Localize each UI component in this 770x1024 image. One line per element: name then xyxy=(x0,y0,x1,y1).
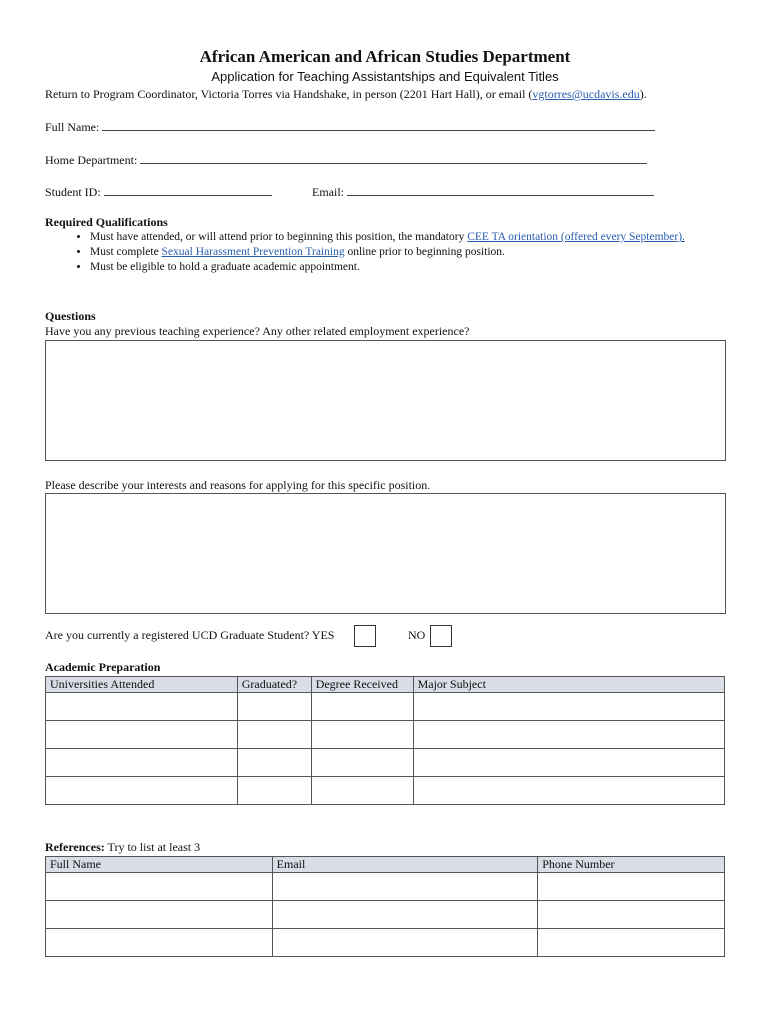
list-item xyxy=(90,230,740,245)
harassment-training-link[interactable]: Sexual Harassment Prevention Training xyxy=(161,246,345,258)
references-heading xyxy=(45,840,200,855)
full-name-label: Full Name: xyxy=(45,120,100,134)
email-label: Email: xyxy=(312,185,344,199)
cee-orientation-link[interactable]: CEE TA orientation (offered every September). xyxy=(467,231,685,243)
table-header-row xyxy=(46,677,725,693)
column-header: Phone Number xyxy=(538,857,725,873)
table-cell[interactable] xyxy=(46,929,273,957)
table-row xyxy=(46,873,725,901)
table-cell[interactable] xyxy=(311,721,413,749)
student-id-label: Student ID: xyxy=(45,185,101,199)
table-cell[interactable] xyxy=(538,873,725,901)
table-cell[interactable] xyxy=(311,749,413,777)
table-header-row xyxy=(46,857,725,873)
qualifications-heading: Required Qualifications xyxy=(45,215,168,229)
page-subtitle: Application for Teaching Assistantships and Equivalent Titles xyxy=(211,69,559,84)
table-cell[interactable] xyxy=(413,749,724,777)
coordinator-email-link[interactable]: vgtorres@ucdavis.edu xyxy=(532,87,640,101)
list-item xyxy=(90,260,740,275)
question-2-label: Please describe your interests and reasons for applying for this specific position. xyxy=(45,478,431,492)
table-cell[interactable] xyxy=(46,721,238,749)
table-cell[interactable] xyxy=(237,749,311,777)
table-cell[interactable] xyxy=(272,901,538,929)
table-row xyxy=(46,777,725,805)
column-header: Degree Received xyxy=(311,677,413,693)
references-heading-bold: References: xyxy=(45,840,105,854)
question-1-label: Have you any previous teaching experience? Any other related employment experience? xyxy=(45,324,470,338)
table-cell[interactable] xyxy=(46,873,273,901)
questions-heading: Questions xyxy=(45,309,96,323)
table-cell[interactable] xyxy=(413,777,724,805)
table-cell[interactable] xyxy=(413,693,724,721)
home-department-input[interactable] xyxy=(140,151,647,164)
academic-heading: Academic Preparation xyxy=(45,660,161,674)
graduate-student-question: Are you currently a registered UCD Graduate Student? YES xyxy=(45,628,335,642)
table-row xyxy=(46,929,725,957)
table-row xyxy=(46,693,725,721)
column-header: Major Subject xyxy=(413,677,724,693)
email-input[interactable] xyxy=(347,183,654,196)
qualification-text-end: online prior to beginning position. xyxy=(344,246,505,258)
page-title: African American and African Studies Department xyxy=(199,47,571,66)
table-cell[interactable] xyxy=(46,749,238,777)
table-cell[interactable] xyxy=(311,693,413,721)
full-name-field xyxy=(45,118,655,135)
qualification-text: Must have attended, or will attend prior to beginning this position, the mandatory xyxy=(90,231,468,243)
table-row xyxy=(46,721,725,749)
qualifications-list xyxy=(45,230,740,275)
question-2-answer-box[interactable] xyxy=(45,493,726,614)
question-1-answer-box[interactable] xyxy=(45,340,726,461)
full-name-input[interactable] xyxy=(102,118,655,131)
no-label: NO xyxy=(408,628,426,642)
references-heading-text: Try to list at least 3 xyxy=(104,840,201,854)
table-cell[interactable] xyxy=(237,777,311,805)
home-department-field xyxy=(45,151,647,168)
column-header: Graduated? xyxy=(237,677,311,693)
return-instructions-text: Return to Program Coordinator, Victoria Torres via Handshake, in person (2201 Hart Hall), or email ( xyxy=(45,87,533,101)
yes-checkbox[interactable] xyxy=(354,625,376,647)
table-cell[interactable] xyxy=(46,901,273,929)
list-item xyxy=(90,245,740,260)
return-instructions xyxy=(45,87,735,102)
column-header: Email xyxy=(272,857,538,873)
academic-table xyxy=(45,676,725,805)
table-cell[interactable] xyxy=(237,721,311,749)
column-header: Full Name xyxy=(46,857,273,873)
return-instructions-end: ). xyxy=(639,87,647,101)
student-id-field xyxy=(45,183,272,200)
table-cell[interactable] xyxy=(46,693,238,721)
student-id-input[interactable] xyxy=(104,183,272,196)
qualification-text: Must be eligible to hold a graduate academic appointment. xyxy=(90,261,360,273)
table-cell[interactable] xyxy=(538,901,725,929)
table-cell[interactable] xyxy=(311,777,413,805)
table-row xyxy=(46,749,725,777)
table-row xyxy=(46,901,725,929)
email-field xyxy=(312,183,654,200)
no-checkbox[interactable] xyxy=(430,625,452,647)
home-department-label: Home Department: xyxy=(45,153,138,167)
qualification-text: Must complete xyxy=(90,246,162,258)
table-cell[interactable] xyxy=(272,929,538,957)
table-cell[interactable] xyxy=(538,929,725,957)
table-cell[interactable] xyxy=(237,693,311,721)
table-cell[interactable] xyxy=(272,873,538,901)
table-cell[interactable] xyxy=(46,777,238,805)
references-table xyxy=(45,856,725,957)
table-cell[interactable] xyxy=(413,721,724,749)
column-header: Universities Attended xyxy=(46,677,238,693)
